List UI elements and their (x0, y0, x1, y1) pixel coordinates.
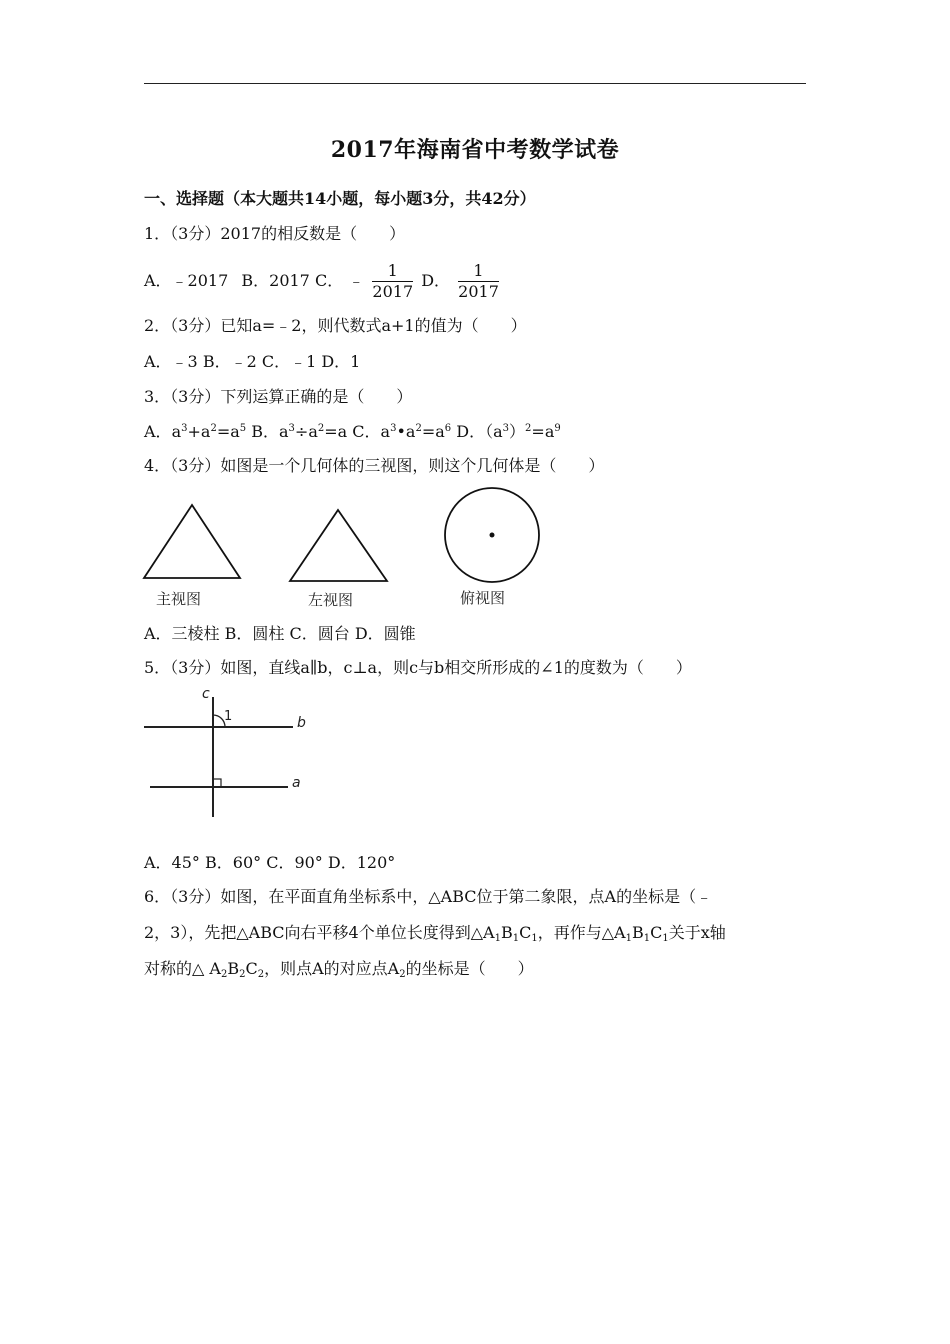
section-heading: 一、选择题（本大题共14小题，每小题3分，共42分） (144, 189, 536, 208)
angle-1-label: 1 (224, 709, 233, 724)
line-a-label: a (292, 775, 301, 791)
q1-option-a: A．﹣2017 (144, 271, 229, 290)
question-4-stem: 4．（3分）如图是一个几何体的三视图，则这个几何体是（ ） (144, 456, 605, 475)
question-3-options (144, 421, 561, 443)
line-b-label: b (297, 715, 306, 731)
question-2-options: A．﹣3 B．﹣2 C．﹣1 D．1 (144, 352, 361, 371)
q3-option-c: C．$a^3•a^2=a^6$ (352, 422, 452, 441)
q1-option-d-fraction (458, 262, 499, 301)
parallel-lines-figure (140, 685, 320, 820)
q1-option-c-sign: ﹣ (348, 271, 365, 290)
question-1-stem: 1．（3分）2017的相反数是（ ） (144, 224, 406, 243)
question-3-stem: 3．（3分）下列运算正确的是（ ） (144, 387, 413, 406)
front-view-label: 主视图 (156, 590, 202, 608)
q1-option-c-label: C． (314, 271, 344, 290)
q3-option-b: B．$a^3\div a^2=a$ (251, 422, 348, 441)
left-view-label: 左视图 (308, 591, 354, 609)
q1-c-denominator: 2017 (372, 282, 414, 301)
question-6-text (144, 879, 808, 987)
question-6-line-1: 6．（3分）如图，在平面直角坐标系中，△ABC位于第二象限，点A的坐标是（﹣ (144, 887, 713, 906)
left-view-triangle (286, 505, 396, 585)
q1-c-numerator: 1 (372, 262, 413, 282)
question-6-line-2: 2，3），先把△ABC向右平移4个单位长度得到$\triangle A_1B_1C_1$，再作与$\triangle A_1B_1C_1$关于x轴 (144, 923, 726, 944)
line-c-label: c (202, 686, 210, 702)
page-title: 2017年海南省中考数学试卷 (330, 137, 620, 163)
header-rule (144, 83, 806, 84)
q1-option-b: B．2017 (241, 271, 310, 290)
question-2-stem: 2．（3分）已知a=﹣2，则代数式a+1的值为（ ） (144, 316, 527, 335)
q3-option-a: A．$a^3+a^2=a^5$ (144, 422, 247, 441)
q1-option-d-label: D． (421, 271, 451, 290)
question-4-options: A．三棱柱 B．圆柱 C．圆台 D．圆锥 (144, 624, 416, 643)
question-1-options (144, 262, 502, 301)
q3-option-d: D．$(a^3)^2=a^9$ (456, 422, 561, 441)
top-view-label: 俯视图 (460, 589, 506, 607)
question-5-stem: 5．（3分）如图，直线a∥b，c⊥a，则c与b相交所形成的∠1的度数为（ ） (144, 658, 692, 677)
question-6-line-3: 对称的△ $A_2B_2C_2$，则点A的对应点$A_2$的坐标是（ ） (144, 959, 534, 980)
q1-d-numerator: 1 (458, 262, 499, 282)
front-view-triangle (140, 500, 250, 585)
q1-option-c-fraction (372, 262, 413, 301)
top-view-circle (440, 485, 544, 585)
q1-d-denominator: 2017 (458, 282, 499, 301)
question-5-options: A．45° B．60° C．90° D．120° (144, 853, 396, 872)
